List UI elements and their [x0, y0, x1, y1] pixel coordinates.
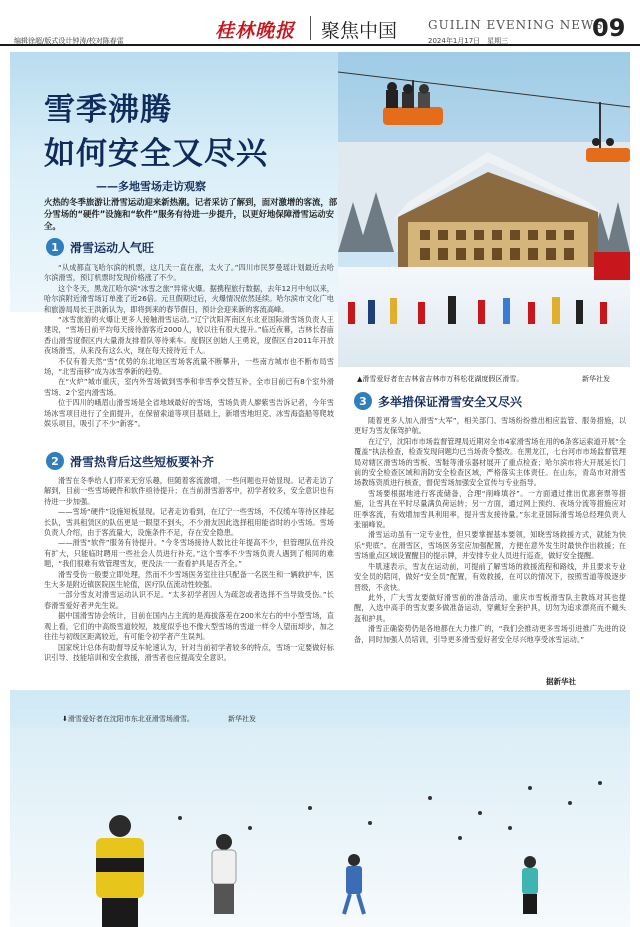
ski-resort-illustration	[338, 52, 630, 367]
page-header	[0, 0, 640, 46]
paragraph: ——雪场“硬件”设施短板显现。记者走访看到，在辽宁一些雪场，不仅缆车等待区排起长队，雪具租赁区的队伍更是一眼望不到头，不少滑友因此选择租用能省时的小雪场。雪场负责人介绍，由于客流量大，设施条件不足，存在安全隐患。	[44, 507, 334, 538]
paragraph: 这个冬天，黑龙江哈尔滨“冰雪之旅”异常火爆。据携程旅行数据，去年12月中旬以来，哈尔滨附近滑雪场订单涨了近26倍。元旦假期过后，火爆情况依然延续。哈尔滨市文化广电和旅游局局长王洪新认为，即将到来的春节假日，预计会迎来新的客流高峰。	[44, 283, 334, 314]
issue-date: 2024年1月17日 星期三	[428, 37, 509, 45]
header-divider	[310, 16, 311, 40]
paragraph: 在“火炉”城市重庆，室内外雪场做到雪季和非雪季交替互补，全市目前已有8个室外滑雪场、2个室内滑雪场。	[44, 377, 334, 397]
paragraph: 据中国滑雪协会统计，目前在国内占主流的是海拔落差在200米左右的中小型雪场，直观上看，它们的中高级雪道较短，坡度似乎也不像大型雪场的雪道一样令人望而却步，加之往往与初级区距离较近，有可能令初学者产生误判。	[44, 611, 334, 642]
paragraph: ——滑雪“软件”服务有待提升。“今冬雪场接待人数比往年提高不少，但管理队伍并没有扩大，只能临时聘用一些社会人员进行补充。”这个雪季不少雪场负责人遇到了相同的难题，“我们很难有效管理雪友，更没法一一查看护具是否齐全。”	[44, 538, 334, 569]
paragraph: 位于四川的峨眉山滑雪场是全省地域最好的雪场，雪场负责人廖紫雪告诉记者，今年雪场冰雪项目进行了全面提升，在保留索道等项目基础上，新增雪地坦克、冰雪海盗船等爬坡娱乐项目，吸引了不少“新客”。	[44, 398, 334, 429]
headline-line-2: 如何安全又尽兴	[44, 136, 268, 172]
section-1-body	[44, 263, 334, 445]
paragraph: 此外，广大雪友要做好滑雪前的准备活动，重庆市雪板滑雪队主教练对其也提醒，入选中高手的雪友要多做准备运动，穿戴好全套护具，切勿为追求漂亮而不戴头盔和护具。	[354, 592, 626, 623]
section-number-badge: 3	[354, 392, 372, 410]
paragraph: 滑雪运动虽有一定专业性，但只要掌握基本要领，知晓雪场救援方式，就能为快乐“兜底”。在滑雪区，雪场医务室应加强配置，方便在意外发生时最快作出救援；在雪场重点区域设置醒目的提示牌，并安排专业人员进行巡查，做好安全提醒。	[354, 530, 626, 561]
paragraph: 随着更多人加入滑雪“大军”，相关部门、雪场纷纷推出相应监管、服务措施，以更好为雪友保驾护航。	[354, 416, 626, 436]
paragraph: 雪场要根据地进行客流储备，合理“削峰填谷”。一方面通过推出优惠套票等措施，让雪具在平时尽量满负荷运转；另一方面，通过网上预约、夜场分流等措施应对旺季客流，有效增加雪具利用率，提升雪友接待量。”东北亚国际滑雪场总经理负责人张丽峰说。	[354, 488, 626, 530]
article-lede: 火热的冬季旅游让滑雪运动迎来新热潮。记者采访了解到，面对激增的客流，部分雪场的“硬件”设施和“软件”服务有待进一步提升，以更好地保障滑雪运动安全。	[44, 197, 338, 231]
paragraph: 滑雪受伤一般要立即处理，然而不少雪场医务室往往只配备一名医生和一辆救护车，医生大多是附近镇医院医生轮值，医疗队伍流动性较强。	[44, 569, 334, 590]
paragraph: “冰雪旅游的火爆让更多人接触滑雪运动。”辽宁沈阳浑南区东北亚国际滑雪场负责人王建说，“雪场日前平均每天接待游客近2000人，较以往有很大提升。”临近夜幕，吉林长春庙香山滑雪度假区内大量滑友排着队等待乘车。度假区创始人王勇说，度假区自2011年开放夜场滑雪，从来没有这么火，现在每天接待近千人。	[44, 315, 334, 356]
paragraph: 国家统计总体有助督导反车轮速认为，针对当前初学者较多的特点，雪场一定要做好标识引导、技能培训和安全救援，滑雪者也应提高安全意识。	[44, 642, 334, 662]
section-name: 聚焦中国	[321, 20, 398, 42]
paragraph: “从成都直飞哈尔滨的机票，这几天一直在涨，太火了。”四川市民罗曼瑶计划最近去哈尔滨滑雪，预订机票时发现价格涨了不少。	[44, 263, 334, 283]
bottom-photo-caption: ⬇滑雪爱好者在沈阳市东北亚滑雪场滑雪。	[62, 715, 194, 723]
ski-slope-illustration	[10, 728, 630, 927]
ski-slope-photo	[10, 728, 630, 927]
section-3-body	[354, 416, 626, 674]
ski-resort-photo	[338, 52, 630, 367]
section-3-heading	[354, 392, 522, 410]
section-title: 多举措保证滑雪安全又尽兴	[378, 394, 523, 409]
headline-line-1: 雪季沸腾	[44, 92, 172, 128]
section-2-body	[44, 476, 334, 704]
top-photo-caption: ▲滑雪爱好者在吉林省吉林市万科松花湖度假区滑雪。	[357, 375, 524, 383]
editor-credits: 编辑徐超/版式设计钟涛/校对陈春雷	[14, 37, 124, 45]
paragraph: 在辽宁，沈阳市市场监督管理局近期对全市4家滑雪场在用的6条客运索道开展“全覆盖”执法检查，检查发现问题均已当场责令整改。在黑龙江，七台河市市场监督管理局对辖区滑雪场的雪板、雪鞋等滑乐器材展开了重点检查；哈尔滨市将大开展延长门前的安全检查区域和消防安全检查区域，严格落实主体责任。在山东，青岛市对滑雪场教练资质进行核查，督促雪场加强安全宣传与专业指导。	[354, 436, 626, 488]
paragraph: 牛肌速表示，雪友在运动前，可提前了解雪场的救援流程和路线，并且要求专业安全员的陪同，做好“安全员”配置，有效救援，在可以的情况下，按照雪道等级逐步晋级，不贪快。	[354, 561, 626, 592]
page-number: 09	[592, 14, 626, 42]
newspaper-logo: 桂林晚报	[215, 20, 296, 42]
section-2-heading	[46, 452, 214, 470]
section-title: 滑雪热背后这些短板要补齐	[70, 454, 215, 469]
english-name: GUILIN EVENING NEWS	[428, 18, 604, 32]
section-number-badge: 1	[46, 238, 64, 256]
bottom-photo-credit: 新华社发	[228, 715, 256, 723]
source-byline: 据新华社	[546, 677, 576, 686]
arrow-down-icon: ⬇	[62, 715, 68, 723]
triangle-marker-icon: ▲	[357, 375, 363, 383]
top-photo-credit: 新华社发	[582, 375, 610, 383]
section-number-badge: 2	[46, 452, 64, 470]
section-title: 滑雪运动人气旺	[70, 240, 155, 255]
paragraph: 滑雪在冬季给人们带来无穷乐趣，但随着客流激增，一些问题也开始显现。记者走访了解到，目前一些雪场硬件和软件亟待提升；在当前滑雪游客中，初学者较多，安全意识也有待进一步加强。	[44, 476, 334, 506]
section-1-heading	[46, 238, 154, 256]
paragraph: 一部分雪友对滑雪运动认识不足。“太多初学者因人为疏忽或者选择不当导致受伤。”长春滑雪爱好者尹先生说。	[44, 590, 334, 610]
headline-subtitle: ——多地雪场走访观察	[96, 180, 206, 193]
paragraph: 滑雪正确姿势仍是各地都在大力推广的，“我们会推动更多雪场引进推广先进的设备，同时加强人员培训，引导更多滑雪爱好者安全尽兴地享受冰雪运动。”	[354, 624, 626, 644]
paragraph: 不仅有着天然“雪”优势的东北地区雪场客流量不断攀升，一些南方城市也不断布局雪场，“北雪南移”成为冰雪季新的趋势。	[44, 356, 334, 377]
